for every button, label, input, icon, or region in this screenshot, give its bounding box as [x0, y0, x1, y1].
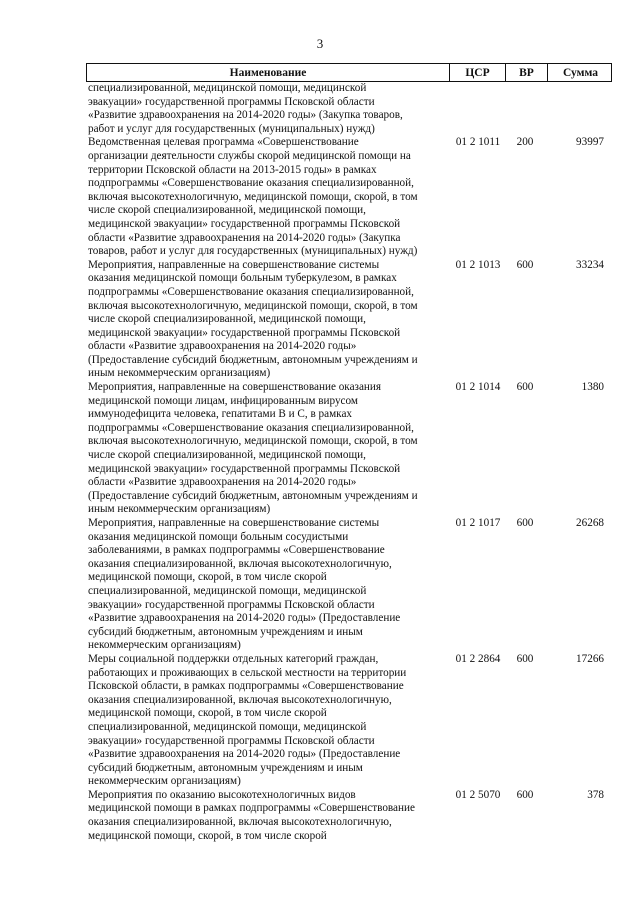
row-csr: 01 2 2864 [455, 652, 501, 665]
header-sum: Сумма [547, 64, 613, 81]
row-name: Меры социальной поддержки отдельных категорий граждан, работающих и проживающих в сельской местности на территории Псковской области, в рамках подпрограммы «Совершенствование оказания специализированной, включая высокотехнологичную, медицинской помощи, скорой, в том числе скорой специализированной, медицинской помощи, медицинской эвакуации» государственной программы Псковской области «Развитие здравоохранения на 2014-2020 годы» (Предоставление субсидий бюджетным, автономным учреждениям и иным некоммерческим организациям) [88, 652, 407, 788]
page-number: 3 [316, 36, 324, 51]
row-sum: 378 [587, 788, 604, 801]
row-sum: 33234 [576, 258, 604, 271]
row-csr: 01 2 1013 [455, 258, 501, 271]
row-sum: 26268 [576, 517, 604, 529]
row-csr: 01 2 5070 [455, 788, 501, 801]
row-csr [448, 82, 504, 136]
row-vr: 600 [516, 517, 534, 529]
row-sum: 1380 [581, 381, 604, 394]
row-csr: 01 2 1011 [455, 136, 501, 149]
row-sum: 17266 [576, 652, 604, 665]
table-row [86, 517, 612, 653]
row-csr: 01 2 1014 [455, 381, 501, 394]
table-row [86, 789, 612, 843]
row-sum: 93997 [576, 136, 604, 149]
row-name: Мероприятия, направленные на совершенствование оказания медицинской помощи лицам, инфицированным вирусом иммунодефицита человека, гепатитами В и С, в рамках подпрограммы «Совершенствование оказания специализированной, включая высокотехнологичную, медицинской помощи, скорой, в том числе скорой специализированной, медицинской помощи, медицинской эвакуации» государственной программы Псковской области «Развитие здравоохранения на 2014-2020 годы» (Предоставление субсидий бюджетным, автономным учреждениям и иным некоммерческим организациям) [88, 381, 418, 516]
table-row [86, 136, 612, 258]
table-row [86, 82, 612, 136]
table-header [86, 63, 612, 82]
budget-table [86, 63, 612, 843]
row-name: Мероприятия, направленные на совершенствование системы оказания медицинской помощи больным туберкулезом, в рамках подпрограммы «Совершенствование оказания специализированной, включая высокотехнологичную, медицинской помощи, скорой, в том числе скорой специализированной, медицинской помощи, медицинской эвакуации» государственной программы Псковской области «Развитие здравоохранения на 2014-2020 годы» (Предоставление субсидий бюджетным, автономным учреждениям и иным некоммерческим организациям) [88, 258, 418, 380]
row-vr [504, 82, 546, 136]
row-vr: 600 [516, 652, 534, 665]
row-name: специализированной, медицинской помощи, медицинской эвакуации» государственной программы Псковской области «Развитие здравоохранения на 2014-2020 годы» (Закупка товаров, работ и услуг для государственных (муниципальных) нужд) [88, 82, 403, 135]
table-row [86, 653, 612, 789]
row-csr: 01 2 1017 [455, 517, 501, 529]
row-vr: 600 [516, 788, 534, 801]
row-name: Мероприятия, направленные на совершенствование системы оказания медицинской помощи больным сосудистыми заболеваниями, в рамках подпрограммы «Совершенствование оказания специализированной, включая высокотехнологичную, медицинской помощи, скорой, в том числе скорой специализированной, медицинской помощи, медицинской эвакуации» государственной программы Псковской области «Развитие здравоохранения на 2014-2020 годы» (Предоставление субсидий бюджетным, автономным учреждениям и иным некоммерческим организациям) [88, 517, 401, 652]
header-csr: ЦСР [449, 64, 505, 81]
row-sum [546, 82, 612, 136]
table-row [86, 259, 612, 381]
row-name: Ведомственная целевая программа «Совершенствование организации деятельности службы скорой медицинской помощи на территории Псковской области на 2013-2015 годы» в рамках подпрограммы «Совершенствование оказания специализированной, включая высокотехнологичную, медицинской помощи, скорой, в том числе скорой специализированной, медицинской помощи, медицинской эвакуации» государственной программы Псковской области «Развитие здравоохранения на 2014-2020 годы» (Закупка товаров, работ и услуг для государственных (муниципальных) нужд) [88, 136, 418, 258]
table-row [86, 381, 612, 517]
row-vr: 600 [516, 381, 534, 394]
header-vr: ВР [505, 64, 547, 81]
header-name: Наименование [229, 66, 307, 79]
row-vr: 200 [516, 136, 534, 149]
row-name: Мероприятия по оказанию высокотехнологичных видов медицинской помощи в рамках подпрограммы «Совершенствование оказания специализированной, включая высокотехнологичную, медицинской помощи, скорой, в том числе скорой [88, 788, 415, 842]
row-vr: 600 [516, 258, 534, 271]
